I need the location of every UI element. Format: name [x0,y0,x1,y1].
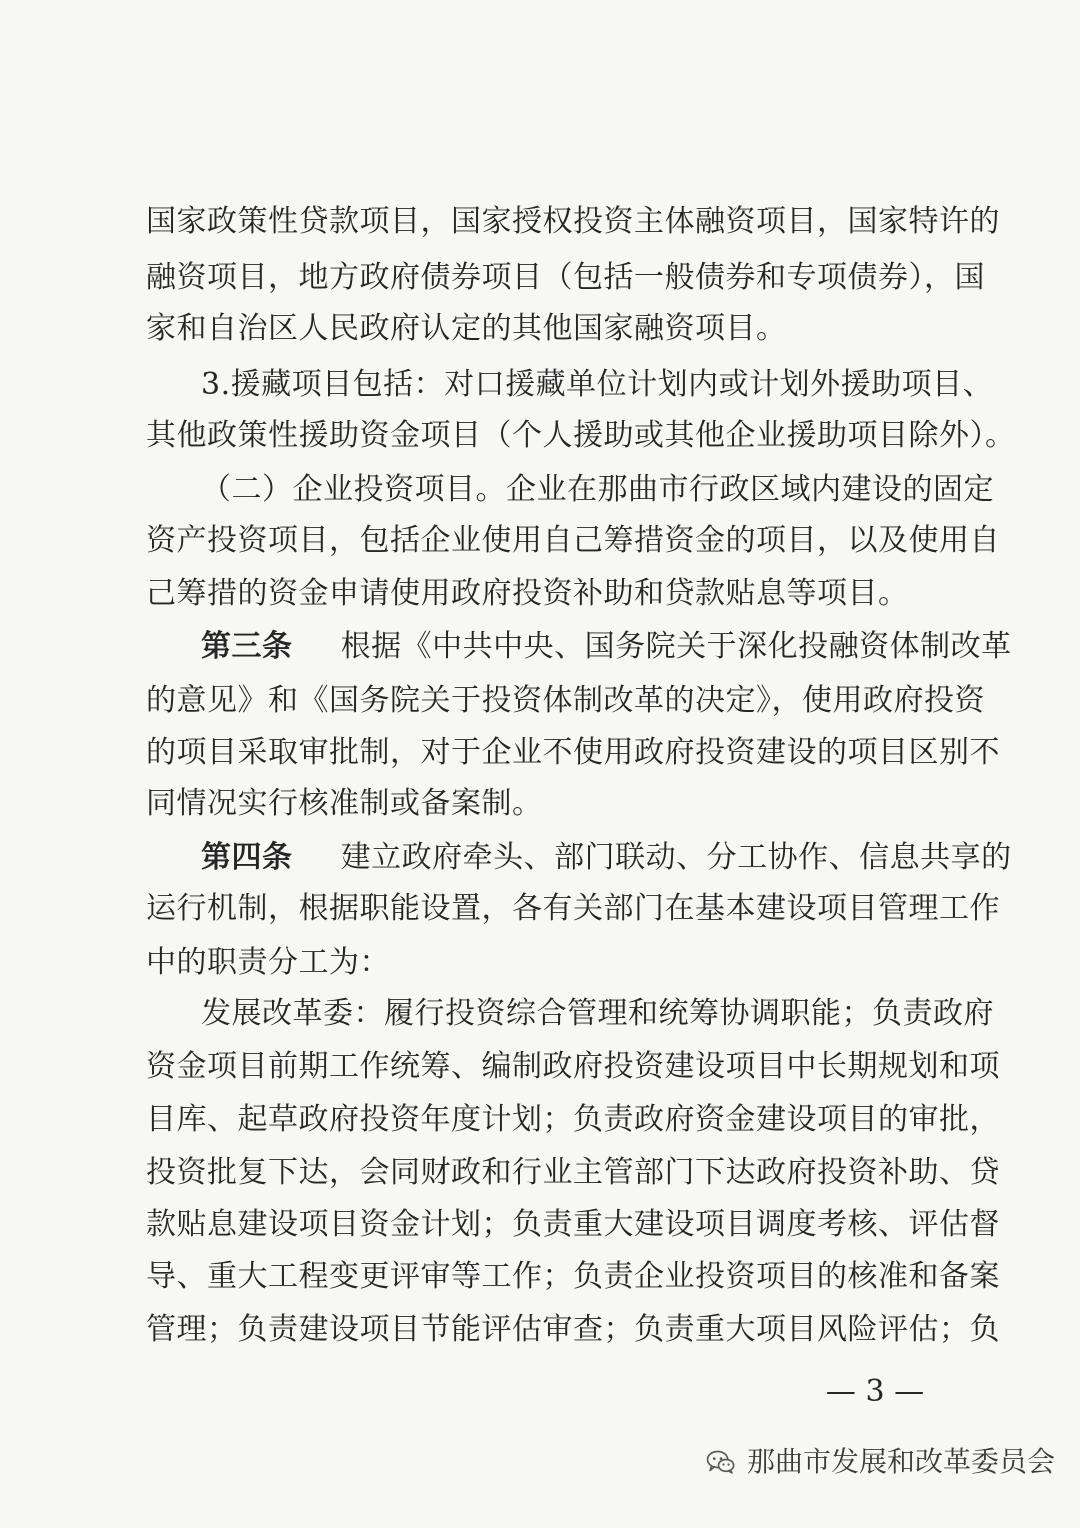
article-four-line [201,838,1012,878]
text-line: 管理；负责建设项目节能评估审查；负责重大项目风险评估；负 [146,1312,1000,1347]
page-number: — 3 — [825,1374,925,1409]
text-line: 款贴息建设项目资金计划；负责重大建设项目调度考核、评估督 [146,1207,1000,1242]
wechat-icon [705,1447,737,1477]
text-line: 建立政府牵头、部门联动、分工协作、信息共享的 [340,840,1012,875]
text-line: 同情况实行核准制或备案制。 [146,786,543,821]
text-line: 家和自治区人民政府认定的其他国家融资项目。 [146,311,787,346]
text-line: 目库、起草政府投资年度计划；负责政府资金建设项目的审批， [146,1102,1000,1137]
text-line: 己筹措的资金申请使用政府投资补助和贷款贴息等项目。 [146,576,909,611]
text-line: 国家政策性贷款项目，国家授权投资主体融资项目，国家特许的 [146,204,1000,239]
watermark [705,1440,1055,1484]
text-line: 资产投资项目，包括企业使用自己筹措资金的项目，以及使用自 [146,523,1000,558]
text-line: 融资项目，地方政府债券项目（包括一般债券和专项债券），国 [146,260,985,295]
text-line: 发展改革委：履行投资综合管理和统筹协调职能；负责政府 [201,996,994,1031]
text-line: 运行机制，根据职能设置，各有关部门在基本建设项目管理工作 [146,891,1000,926]
text-line: 资金项目前期工作统筹、编制政府投资建设项目中长期规划和项 [146,1049,1000,1084]
text-line: 根据《中共中央、国务院关于深化投融资体制改革 [340,629,1012,664]
text-line: 投资批复下达，会同财政和行业主管部门下达政府投资补助、贷 [146,1155,1000,1190]
article-four-heading: 第四条 [201,840,293,875]
text-line: （二）企业投资项目。企业在那曲市行政区域内建设的固定 [201,472,994,507]
article-three-line [201,627,1012,667]
text-line: 的意见》和《国务院关于投资体制改革的决定》，使用政府投资 [146,683,985,718]
text-line: 的项目采取审批制，对于企业不使用政府投资建设的项目区别不 [146,735,1000,770]
text-line: 中的职责分工为： [146,945,390,980]
text-line: 其他政策性援助资金项目（个人援助或其他企业援助项目除外）。 [146,418,1016,453]
watermark-account-name: 那曲市发展和改革委员会 [746,1445,1055,1478]
text-line: 导、重大工程变更评审等工作；负责企业投资项目的核准和备案 [146,1259,1000,1294]
text-line: 3.援藏项目包括：对口援藏单位计划内或计划外援助项目、 [201,367,994,402]
article-three-heading: 第三条 [201,629,293,664]
